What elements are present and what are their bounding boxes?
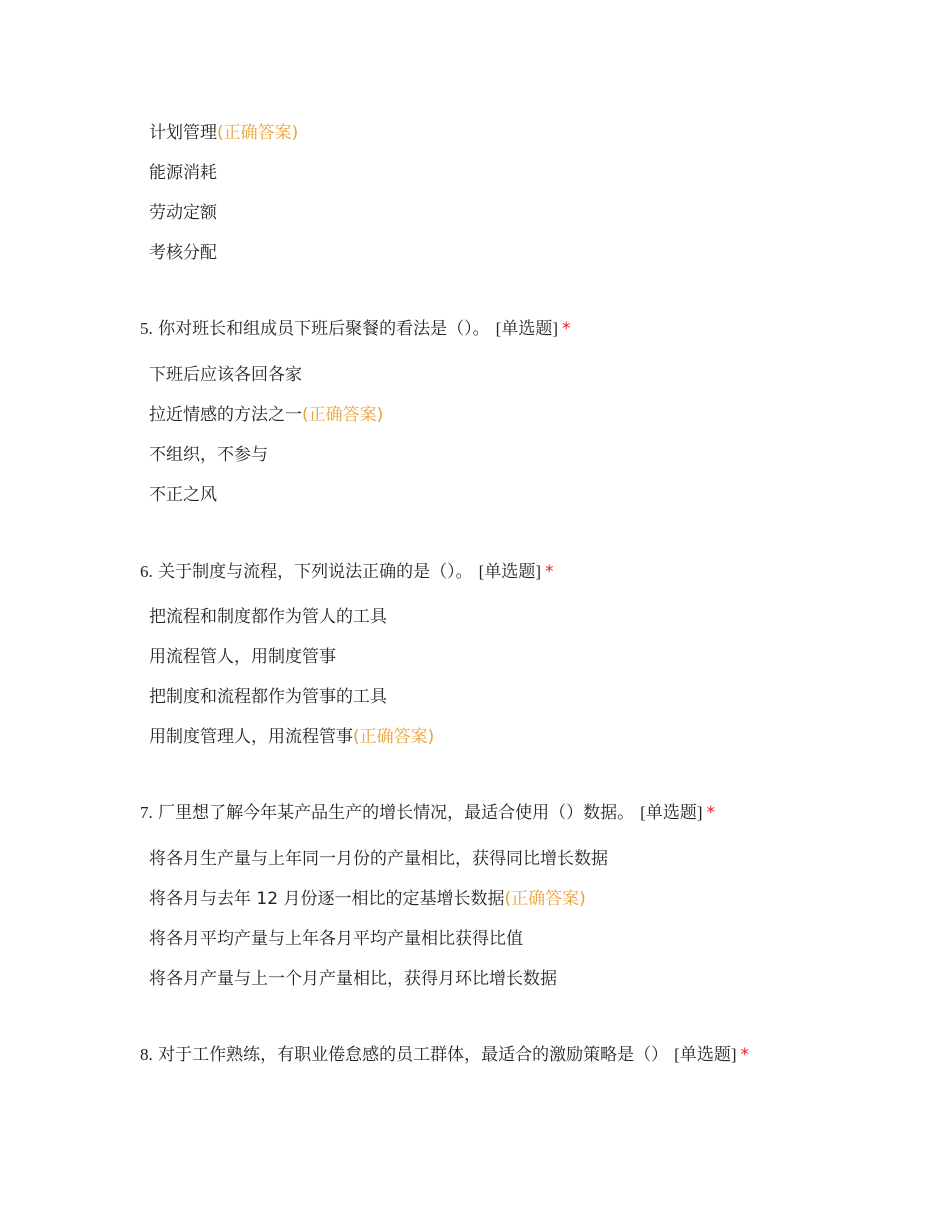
option-text: 用制度管理人，用流程管事 (149, 727, 353, 747)
q4-option-4 (149, 240, 217, 266)
required-marker: * (561, 319, 571, 339)
option-text: 将各月平均产量与上年各月平均产量相比获得比值 (149, 929, 523, 949)
q7-title (140, 800, 715, 826)
required-marker: * (544, 562, 554, 582)
option-text: 计划管理 (149, 123, 217, 143)
q4-option-2 (149, 160, 217, 186)
correct-answer-tag: (正确答案) (217, 123, 299, 143)
question-type: [单选题] (495, 319, 558, 338)
option-text: 能源消耗 (149, 163, 217, 183)
q7-option-3 (149, 926, 523, 952)
option-text: 将各月生产量与上年同一月份的产量相比，获得同比增长数据 (149, 849, 608, 869)
option-text: 将各月产量与上一个月产量相比，获得月环比增长数据 (149, 969, 557, 989)
q5-option-3 (149, 442, 268, 468)
q6-option-3 (149, 684, 387, 710)
option-text: 拉近情感的方法之一 (149, 405, 302, 425)
required-marker: * (706, 803, 715, 823)
question-type: [单选题] (478, 562, 541, 581)
option-text: 不正之风 (149, 485, 217, 505)
question-type: [单选题] (640, 803, 703, 822)
correct-answer-tag: (正确答案) (504, 889, 586, 909)
option-text: 把流程和制度都作为管人的工具 (149, 607, 387, 627)
question-type: [单选题] (674, 1045, 737, 1064)
correct-answer-tag: (正确答案) (353, 727, 435, 747)
q6-option-2 (149, 644, 336, 670)
question-text: 对于工作熟练，有职业倦怠感的员工群体，最适合的激励策略是（） (158, 1045, 669, 1065)
q4-option-1 (149, 120, 298, 146)
q7-option-4 (149, 966, 557, 992)
question-number: 6. (140, 562, 153, 581)
q7-option-1 (149, 846, 608, 872)
option-text: 不组织，不参与 (149, 445, 268, 465)
q8-title (140, 1042, 749, 1068)
question-number: 8. (140, 1045, 153, 1064)
question-text: 关于制度与流程，下列说法正确的是（）。 (158, 562, 473, 582)
q5-option-2 (149, 402, 383, 428)
option-text: 用流程管人，用制度管事 (149, 647, 336, 667)
option-text: 劳动定额 (149, 203, 217, 223)
q6-title (140, 559, 553, 585)
question-number: 5. (140, 319, 153, 338)
question-text: 厂里想了解今年某产品生产的增长情况，最适合使用（）数据。 (158, 803, 635, 823)
option-text: 将各月与去年 12 月份逐一相比的定基增长数据 (149, 889, 505, 909)
option-text: 把制度和流程都作为管事的工具 (149, 687, 387, 707)
q5-option-4 (149, 482, 217, 508)
q5-title (140, 316, 570, 342)
q5-option-1 (149, 362, 302, 388)
required-marker: * (740, 1045, 749, 1065)
question-number: 7. (140, 803, 153, 822)
option-text: 考核分配 (149, 243, 217, 263)
q6-option-4 (149, 724, 434, 750)
q7-option-2 (149, 886, 586, 912)
q4-option-3 (149, 200, 217, 226)
option-text: 下班后应该各回各家 (149, 365, 302, 385)
correct-answer-tag: (正确答案) (302, 405, 384, 425)
question-text: 你对班长和组成员下班后聚餐的看法是（）。 (158, 319, 490, 339)
q6-option-1 (149, 604, 387, 630)
